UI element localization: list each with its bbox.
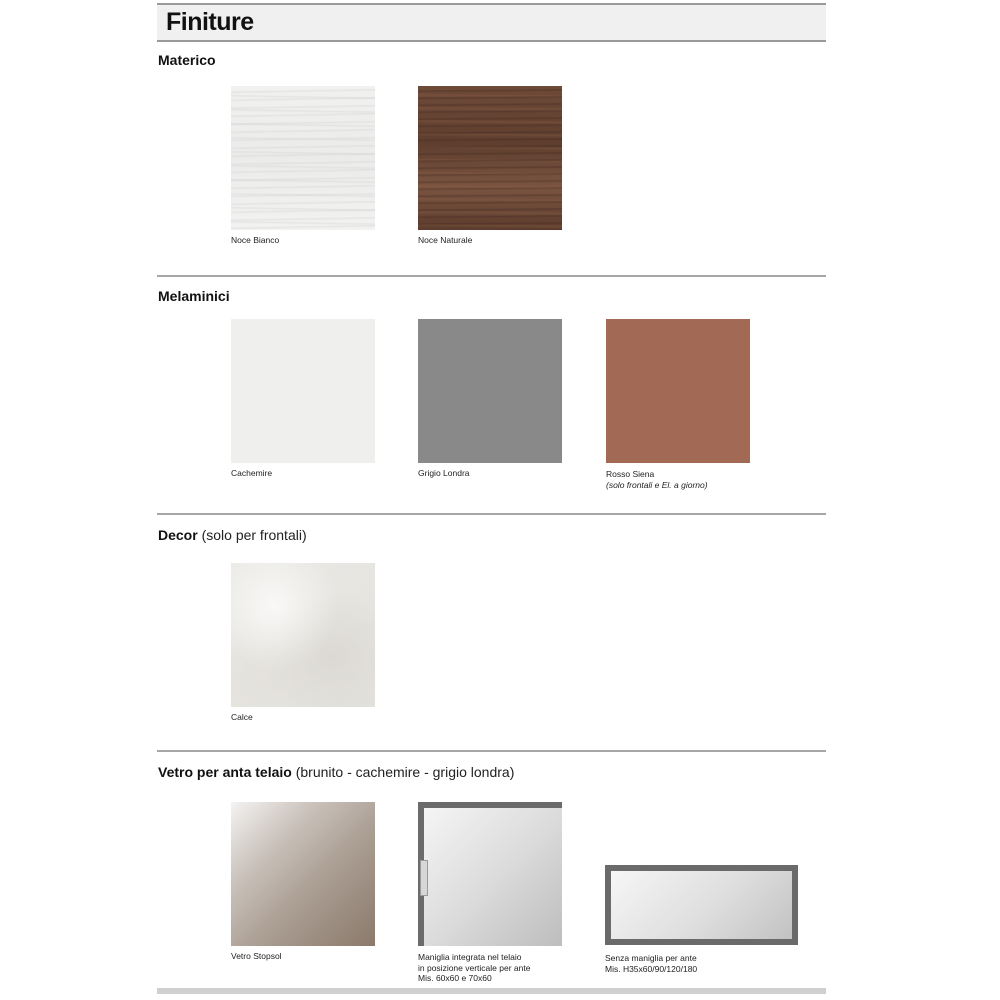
swatch-noce-naturale — [418, 86, 562, 230]
frame-without-handle-illustration — [605, 865, 798, 945]
caption-line: Maniglia integrata nel telaio — [418, 952, 522, 962]
section-decor-heading — [158, 527, 307, 543]
frame-door-with-handle-illustration — [418, 802, 562, 946]
section-melaminici-heading — [158, 288, 230, 304]
handle-icon — [420, 860, 428, 896]
section-vetro-heading — [158, 764, 514, 780]
caption-line: in posizione verticale per ante — [418, 962, 531, 973]
swatch-calce — [231, 563, 375, 707]
section-materico-heading — [158, 52, 216, 68]
divider — [157, 750, 826, 752]
page-title: Finiture — [166, 8, 254, 36]
swatch-grigio-londra — [418, 319, 562, 463]
caption-vetro-stopsol: Vetro Stopsol — [231, 951, 282, 961]
swatch-cachemire — [231, 319, 375, 463]
swatch-vetro-stopsol — [231, 802, 375, 946]
section-heading-text: Decor — [158, 527, 198, 543]
section-heading-text: Vetro per anta telaio — [158, 764, 292, 780]
caption-rosso-siena — [606, 469, 796, 490]
divider — [157, 513, 826, 515]
section-heading-note: (solo per frontali) — [201, 527, 307, 543]
section-heading-text: Materico — [158, 52, 216, 68]
swatch-noce-bianco — [231, 86, 375, 230]
title-bar — [157, 3, 826, 42]
caption-noce-naturale: Noce Naturale — [418, 235, 473, 245]
section-heading-note: (brunito - cachemire - grigio londra) — [295, 764, 515, 780]
caption-senza-maniglia — [605, 953, 795, 974]
caption-grigio-londra: Grigio Londra — [418, 468, 470, 478]
divider — [157, 275, 826, 277]
caption-line: Mis. 60x60 e 70x60 — [418, 973, 492, 983]
caption-calce: Calce — [231, 712, 253, 722]
caption-line: Mis. H35x60/90/120/180 — [605, 963, 698, 974]
bottom-bar — [157, 988, 826, 994]
caption-cachemire: Cachemire — [231, 468, 273, 478]
caption-rosso-siena-note: (solo frontali e El. a giorno) — [606, 479, 708, 490]
caption-line: Senza maniglia per ante — [605, 953, 697, 963]
caption-maniglia-integrata — [418, 952, 608, 984]
caption-rosso-siena-title: Rosso Siena — [606, 469, 655, 479]
caption-noce-bianco: Noce Bianco — [231, 235, 280, 245]
swatch-rosso-siena — [606, 319, 750, 463]
section-heading-text: Melaminici — [158, 288, 230, 304]
